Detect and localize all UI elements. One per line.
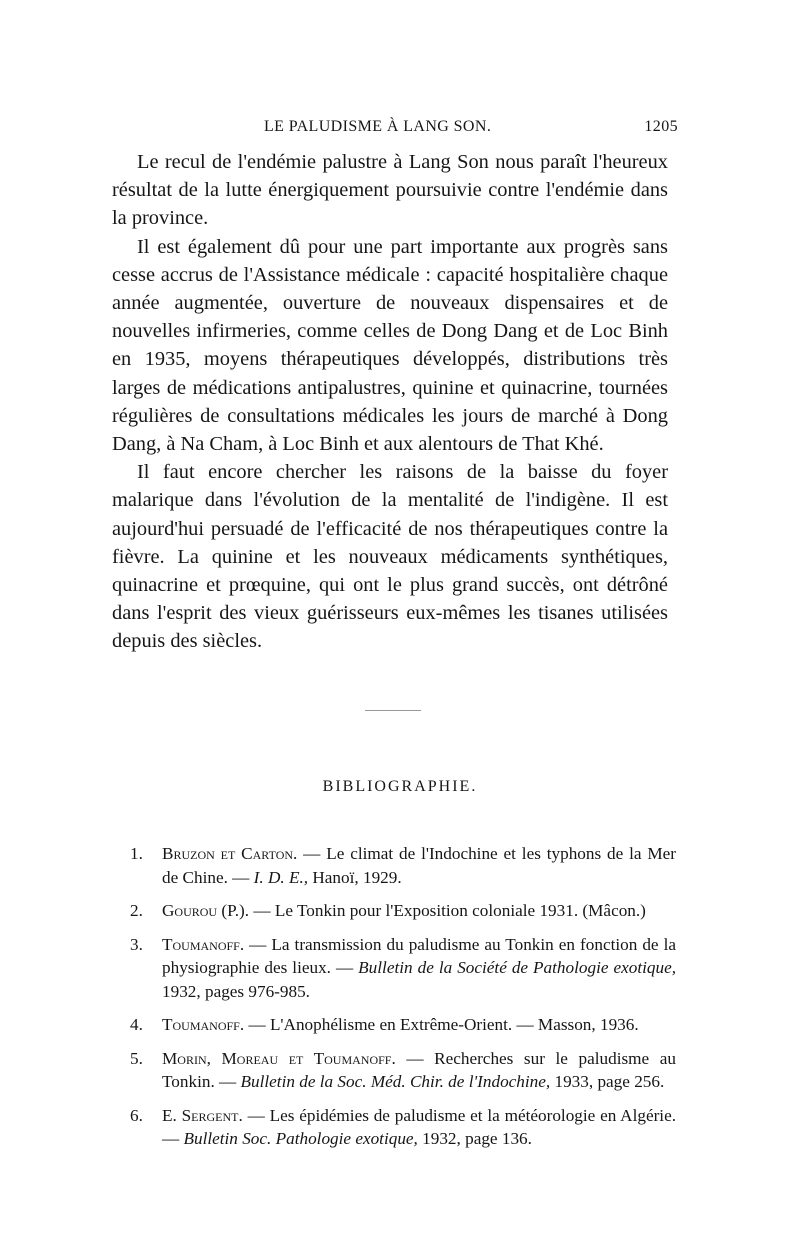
entry-author: Gourou (P.). xyxy=(162,901,250,920)
entry-tail: Hanoï, 1929. xyxy=(308,867,402,887)
entry-source: Bulletin de la Société de Pathologie exotique, xyxy=(358,958,676,977)
bibliography-entry xyxy=(120,899,676,923)
entry-source: I. D. E., xyxy=(253,867,309,887)
entry-number: 1. xyxy=(130,844,143,863)
entry-text: — Le climat de l'Indochine et les typhons de la Mer de Chine. — xyxy=(162,844,676,887)
bibliography-list xyxy=(120,842,676,1161)
bibliography-entry xyxy=(120,1104,676,1151)
entry-author: Toumanoff. xyxy=(162,934,245,954)
running-header xyxy=(112,118,678,142)
entry-tail: 1933, page 256. xyxy=(550,1072,665,1091)
bibliography-entry xyxy=(120,1013,676,1037)
entry-number: 3. xyxy=(130,934,143,954)
entry-number: 4. xyxy=(130,1015,143,1034)
bibliography-entry xyxy=(120,933,676,1004)
page-number: 1205 xyxy=(644,118,678,135)
paragraph: Le recul de l'endémie palustre à Lang Son nous paraît l'heureux résultat de la lutte énergiquement poursuivie contre l'endémie dans la province. xyxy=(112,151,668,230)
entry-text: — L'Anophélisme en Extrême-Orient. — Masson, 1936. xyxy=(244,1015,639,1034)
entry-number: 2. xyxy=(130,901,143,920)
entry-text: — Les épidémies de paludisme et la météorologie en Algérie. — xyxy=(162,1105,676,1148)
entry-number: 5. xyxy=(130,1048,143,1068)
entry-author: Toumanoff. xyxy=(162,1015,245,1034)
section-divider xyxy=(365,710,421,711)
entry-author: Bruzon et Carton. xyxy=(162,844,298,863)
entry-text: — La transmission du paludisme au Tonkin en fonction de la physiographie des lieux. — xyxy=(162,934,676,977)
bibliography-entry xyxy=(120,842,676,889)
paragraph: Il est également dû pour une part importante aux progrès sans cesse accrus de l'Assistance médicale : capacité hospitalière chaque année augmentée, ouverture de nouveaux dispensaires et de nouvelles infirmeries, comme celles de Dong Dang et de Loc Binh en 1935, moyens thérapeutiques développés, distributions très larges de médications antipalustres, quinine et quinacrine, tournées régulières de consultations médicales les jours de marché à Dong Dang, à Na Cham, à Loc Binh et aux alentours de That Khé. xyxy=(112,235,668,456)
running-title: LE PALUDISME À LANG SON. xyxy=(264,118,492,135)
body-text xyxy=(112,148,668,656)
entry-text: — Le Tonkin pour l'Exposition coloniale 1931. (Mâcon.) xyxy=(249,901,646,920)
entry-tail: 1932, page 136. xyxy=(417,1129,532,1148)
entry-source: Bulletin Soc. Pathologie exotique, xyxy=(183,1129,418,1148)
entry-tail: 1932, pages 976-985. xyxy=(162,981,310,1001)
bibliography-heading: BIBLIOGRAPHIE. xyxy=(322,778,478,795)
entry-author: E. Sergent. xyxy=(162,1105,243,1125)
bibliography-entry xyxy=(120,1047,676,1094)
entry-text: — Recherches sur le paludisme au Tonkin. — xyxy=(162,1048,676,1091)
entry-author: Morin, Moreau et Toumanoff. xyxy=(162,1048,396,1068)
paragraph: Il faut encore chercher les raisons de la baisse du foyer malarique dans l'évolution de la mentalité de l'indigène. Il est aujourd'hui persuadé de l'efficacité de nos thérapeutiques contre la fièvre. La quinine et les nouveaux médicaments synthétiques, quinacrine et prœquine, qui ont le plus grand succès, ont détrôné dans l'esprit des vieux guérisseurs eux-mêmes les tisanes utilisées depuis des siècles. xyxy=(112,461,668,653)
entry-number: 6. xyxy=(130,1105,143,1125)
entry-source: Bulletin de la Soc. Méd. Chir. de l'Indochine, xyxy=(240,1072,551,1091)
